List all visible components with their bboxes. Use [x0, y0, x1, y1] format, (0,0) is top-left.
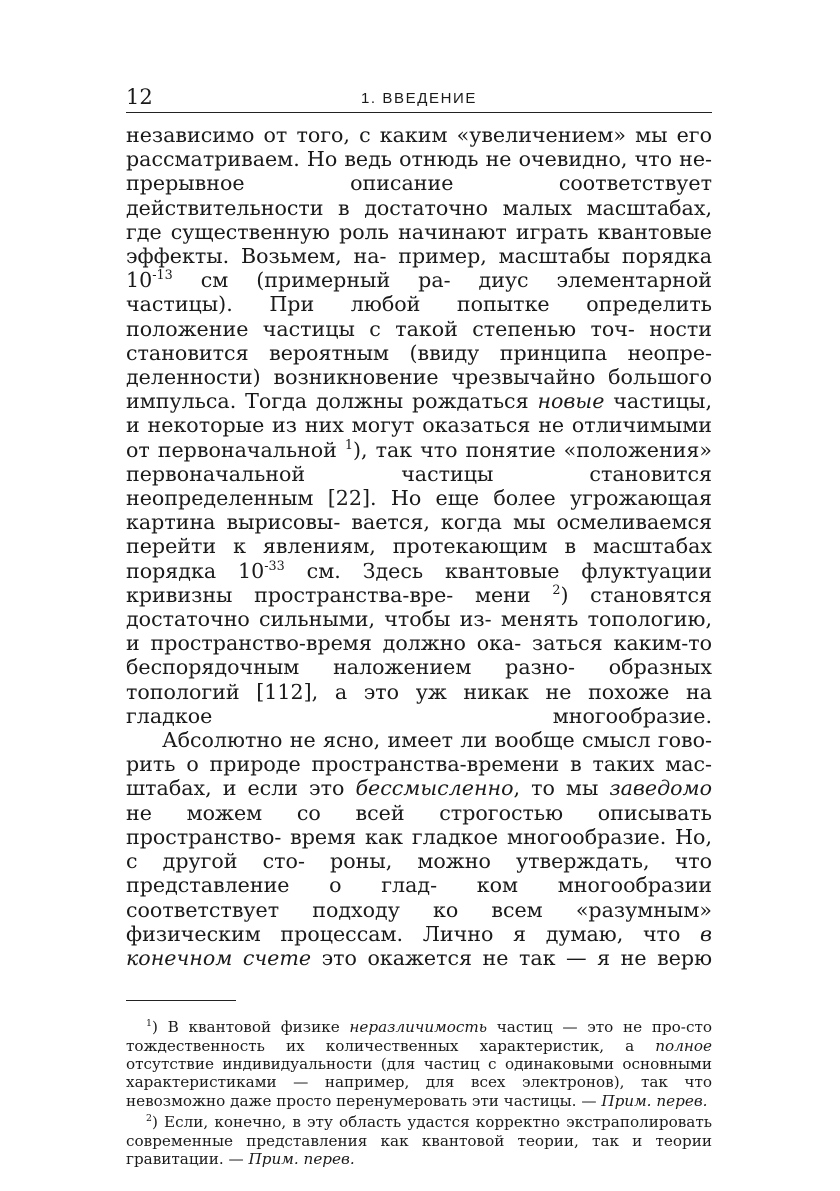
text-segment: что	[642, 921, 701, 946]
text-line: вается, когда мы осмеливаемся перейти к явлениям,	[126, 510, 712, 559]
footnote-ref-1[interactable]: 1	[344, 437, 354, 453]
text-line: и некоторые из них могут оказаться не отличимыми	[126, 413, 712, 438]
text-line: рассматриваем. Но ведь отнюдь не очевидно, что не-	[126, 147, 712, 172]
text-segment: штабах, и если это	[126, 776, 356, 801]
text-line: образных топологий [112], а это уж никак не похоже	[126, 655, 713, 704]
text-segment: см (примерный ра-	[172, 268, 451, 293]
footnotes	[126, 1018, 712, 1168]
footnote-text: ) Если, конечно, в эту область удастся корректно экстраполировать современные представления как квантовой теории, так и теории гравитации. —	[126, 1113, 712, 1168]
text-segment: частицы,	[604, 389, 712, 414]
text-segment: протекающим в масштабах порядка 10	[126, 534, 712, 583]
exponent: -33	[264, 558, 285, 574]
footnote-ref-2[interactable]: 2	[552, 582, 561, 598]
text-line: ком многообразии соответствует подходу ко всем	[126, 873, 713, 922]
footnote-2	[126, 1113, 712, 1168]
emphasis: новые	[537, 389, 605, 414]
chapter-title: 1. ВВЕДЕНИЕ	[360, 90, 478, 107]
emphasis: заведомо	[609, 776, 712, 801]
text-line: деленности) возникновение чрезвычайно большого	[126, 365, 712, 390]
text-segment: мени	[474, 582, 553, 607]
translator-note: Прим. перев.	[601, 1091, 708, 1110]
text-line: рить о природе пространства-времени в таких мас-	[126, 752, 712, 777]
footnote-divider	[126, 1000, 236, 1001]
text-line: начинают играть квантовые эффекты. Возьмем, на-	[126, 219, 712, 269]
text-line: можем со всей строгостью описывать пространство-	[126, 800, 712, 849]
text-line: на гладкое многообразие.	[126, 679, 712, 728]
text-line: заться каким-то беспорядочным наложением разно-	[126, 631, 713, 680]
page-number: 12	[126, 85, 153, 109]
text-line: диус элементарной частицы). При любой попытке	[126, 268, 712, 317]
text-segment: импульса. Тогда должны рождаться	[126, 389, 538, 414]
footnote-text: ) В квантовой физике	[152, 1018, 350, 1037]
main-text	[126, 123, 712, 970]
text-line: [22]. Но еще более угрожающая картина вырисовы-	[126, 486, 713, 535]
text-line: «разумным» физическим процессам. Лично я думаю,	[126, 897, 712, 946]
text-line: Абсолютно не ясно, имеет ли вообще смысл гово-	[162, 728, 712, 753]
footnote-marker: 2	[146, 1113, 152, 1125]
text-line: время как гладкое многообразие. Но, с другой сто-	[126, 824, 712, 874]
text-segment: пример, масштабы порядка 10	[126, 244, 712, 293]
text-line: первоначальной частицы становится неопределенным	[126, 461, 712, 511]
text-line: квантовые флуктуации кривизны пространства-вре-	[126, 558, 713, 607]
text-line: ности становится вероятным (ввиду принципа неопре-	[126, 316, 713, 365]
text-segment: не	[126, 800, 152, 825]
translator-note: Прим. перев.	[248, 1149, 355, 1168]
footnote-1	[126, 1018, 712, 1110]
emphasis: в конечном счете	[126, 921, 713, 970]
emphasis: бессмысленно	[355, 776, 514, 801]
emphasis: неразличимость	[349, 1018, 488, 1037]
text-line: роны, можно утверждать, что представление о глад-	[126, 849, 712, 898]
running-head	[126, 84, 712, 113]
footnote-marker: 1	[146, 1018, 152, 1030]
footnote-text: частиц — это не про-сто тождественность их количественных характеристик, а	[126, 1018, 712, 1055]
emphasis: полное	[655, 1036, 712, 1055]
text-segment: ), так что понятие «положения»	[353, 437, 712, 462]
paragraph-2	[126, 728, 712, 970]
text-segment: , то мы	[513, 776, 610, 801]
text-line: прерывное описание соответствует действительности в	[126, 171, 712, 220]
exponent: -13	[152, 268, 173, 284]
book-page	[126, 84, 712, 1168]
footnote-text: отсутствие индивидуальности (для частиц с одинаковыми основными характеристиками — например, для всех электронов), так что невозможно даже просто перенумеровать эти частицы. —	[126, 1054, 712, 1110]
text-line: определить положение частицы с такой степенью точ-	[126, 292, 712, 341]
text-line: достаточно малых масштабах, где существенную роль	[126, 195, 712, 244]
text-line: независимо от того, с каким «увеличением» мы его	[126, 123, 712, 147]
text-segment: см. Здесь	[284, 558, 424, 583]
paragraph-1	[126, 123, 712, 728]
text-segment: ) становятся достаточно сильными, чтобы из-	[126, 582, 712, 632]
text-segment: от первоначальной	[126, 437, 345, 462]
text-line: менять топологию, и пространство-время должно ока-	[126, 607, 713, 656]
text-segment: это окажется не так — я не верю	[311, 945, 713, 970]
